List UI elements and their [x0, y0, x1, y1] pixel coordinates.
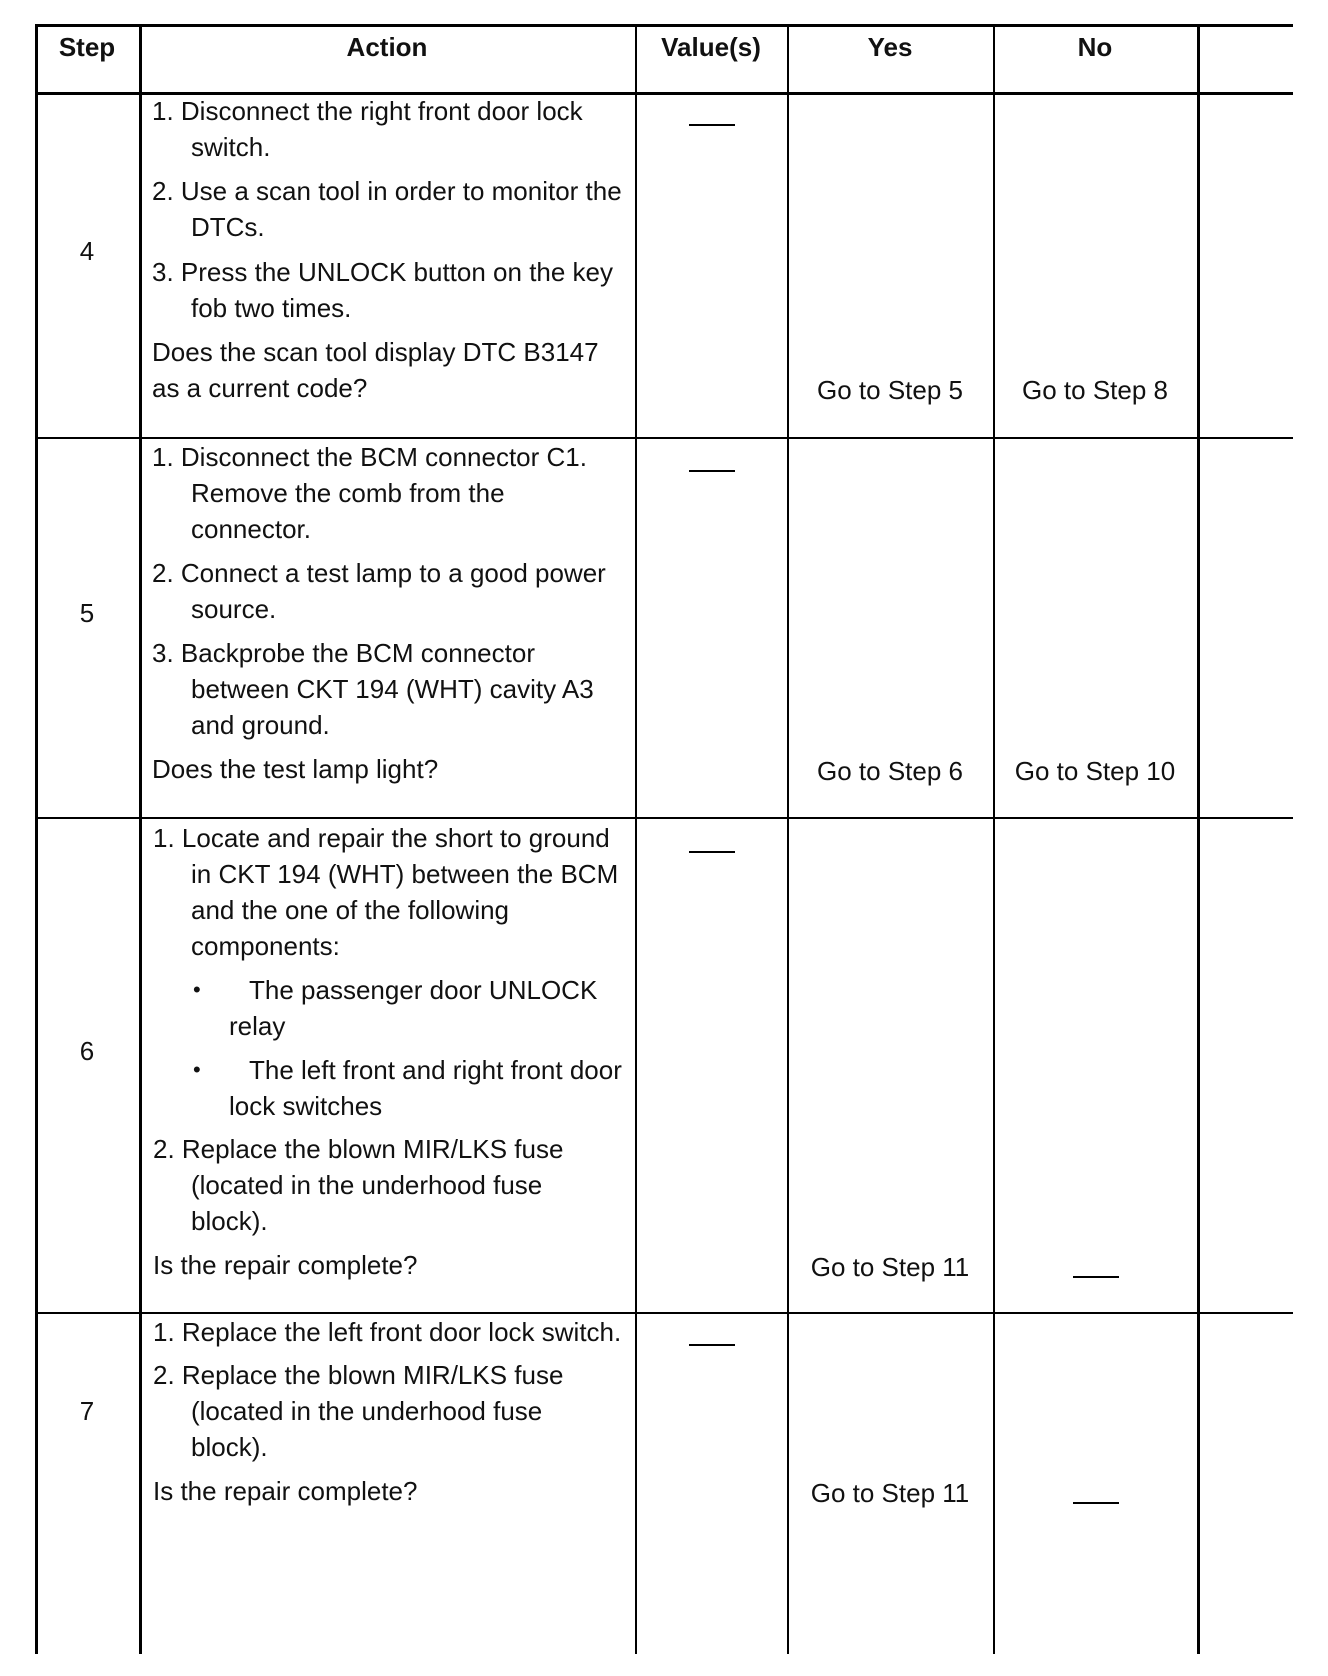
action-line: 2. Replace the blown MIR/LKS fuse: [153, 1360, 564, 1390]
action-line: 1. Disconnect the BCM connector C1.: [152, 442, 587, 472]
col-border: [1197, 24, 1200, 1654]
action-line: source.: [191, 594, 277, 624]
action-line: between CKT 194 (WHT) cavity A3: [191, 674, 594, 704]
no-dash: [1073, 1502, 1119, 1504]
action-line: 1. Locate and repair the short to ground: [153, 823, 610, 853]
step-number: 7: [79, 1396, 95, 1426]
value-dash: [689, 470, 735, 472]
yes-result: Go to Step 11: [810, 1478, 970, 1508]
action-line: 3. Backprobe the BCM connector: [152, 638, 535, 668]
action-question: Does the scan tool display DTC B3147: [152, 337, 599, 367]
action-line: (located in the underhood fuse: [191, 1396, 543, 1426]
action-question: Is the repair complete?: [153, 1476, 418, 1506]
action-line: 1. Disconnect the right front door lock: [152, 96, 583, 126]
action-line: components:: [191, 931, 340, 961]
action-question: Does the test lamp light?: [152, 754, 439, 784]
diagnostic-table: [35, 24, 1293, 1654]
col-border: [139, 24, 142, 1654]
action-line: (located in the underhood fuse: [191, 1170, 543, 1200]
action-line: connector.: [191, 514, 311, 544]
value-dash: [689, 1344, 735, 1346]
action-line: in CKT 194 (WHT) between the BCM: [191, 859, 619, 889]
action-line: 2. Replace the blown MIR/LKS fuse: [153, 1134, 564, 1164]
bullet-icon: •: [193, 977, 201, 1002]
action-line: and ground.: [191, 710, 330, 740]
yes-result: Go to Step 6: [817, 756, 963, 786]
action-line: 2. Use a scan tool in order to monitor the: [152, 176, 622, 206]
action-line: fob two times.: [191, 293, 352, 323]
action-line: 3. Press the UNLOCK button on the key: [152, 257, 614, 287]
header-yes: Yes: [867, 32, 913, 62]
no-result: Go to Step 10: [1014, 756, 1176, 786]
action-line: block).: [191, 1206, 268, 1236]
header-no: No: [1077, 32, 1113, 62]
yes-result: Go to Step 11: [810, 1252, 970, 1282]
no-result: Go to Step 8: [1022, 375, 1168, 405]
action-line: The passenger door UNLOCK: [249, 975, 598, 1005]
action-line: 1. Replace the left front door lock switch.: [153, 1317, 622, 1347]
action-line: and the one of the following: [191, 895, 510, 925]
action-question: Is the repair complete?: [153, 1250, 418, 1280]
value-dash: [689, 851, 735, 853]
action-line: switch.: [191, 132, 271, 162]
step-number: 5: [79, 598, 95, 628]
col-border: [993, 24, 995, 1654]
action-question: as a current code?: [152, 373, 368, 403]
step-number: 6: [79, 1036, 95, 1066]
table-border-top: [35, 24, 1293, 27]
header-values: Value(s): [661, 32, 761, 62]
step-number: 4: [79, 236, 95, 266]
col-border: [787, 24, 789, 1654]
yes-result: Go to Step 5: [817, 375, 963, 405]
bullet-icon: •: [193, 1057, 201, 1082]
action-line: relay: [229, 1011, 286, 1041]
action-line: lock switches: [229, 1091, 383, 1121]
action-line: 2. Connect a test lamp to a good power: [152, 558, 606, 588]
action-line: DTCs.: [191, 212, 265, 242]
action-line: block).: [191, 1432, 268, 1462]
header-step: Step: [58, 32, 116, 62]
header-action: Action: [346, 32, 428, 62]
no-dash: [1073, 1276, 1119, 1278]
col-border: [635, 24, 637, 1654]
action-line: The left front and right front door: [249, 1055, 622, 1085]
action-line: Remove the comb from the: [191, 478, 505, 508]
value-dash: [689, 124, 735, 126]
